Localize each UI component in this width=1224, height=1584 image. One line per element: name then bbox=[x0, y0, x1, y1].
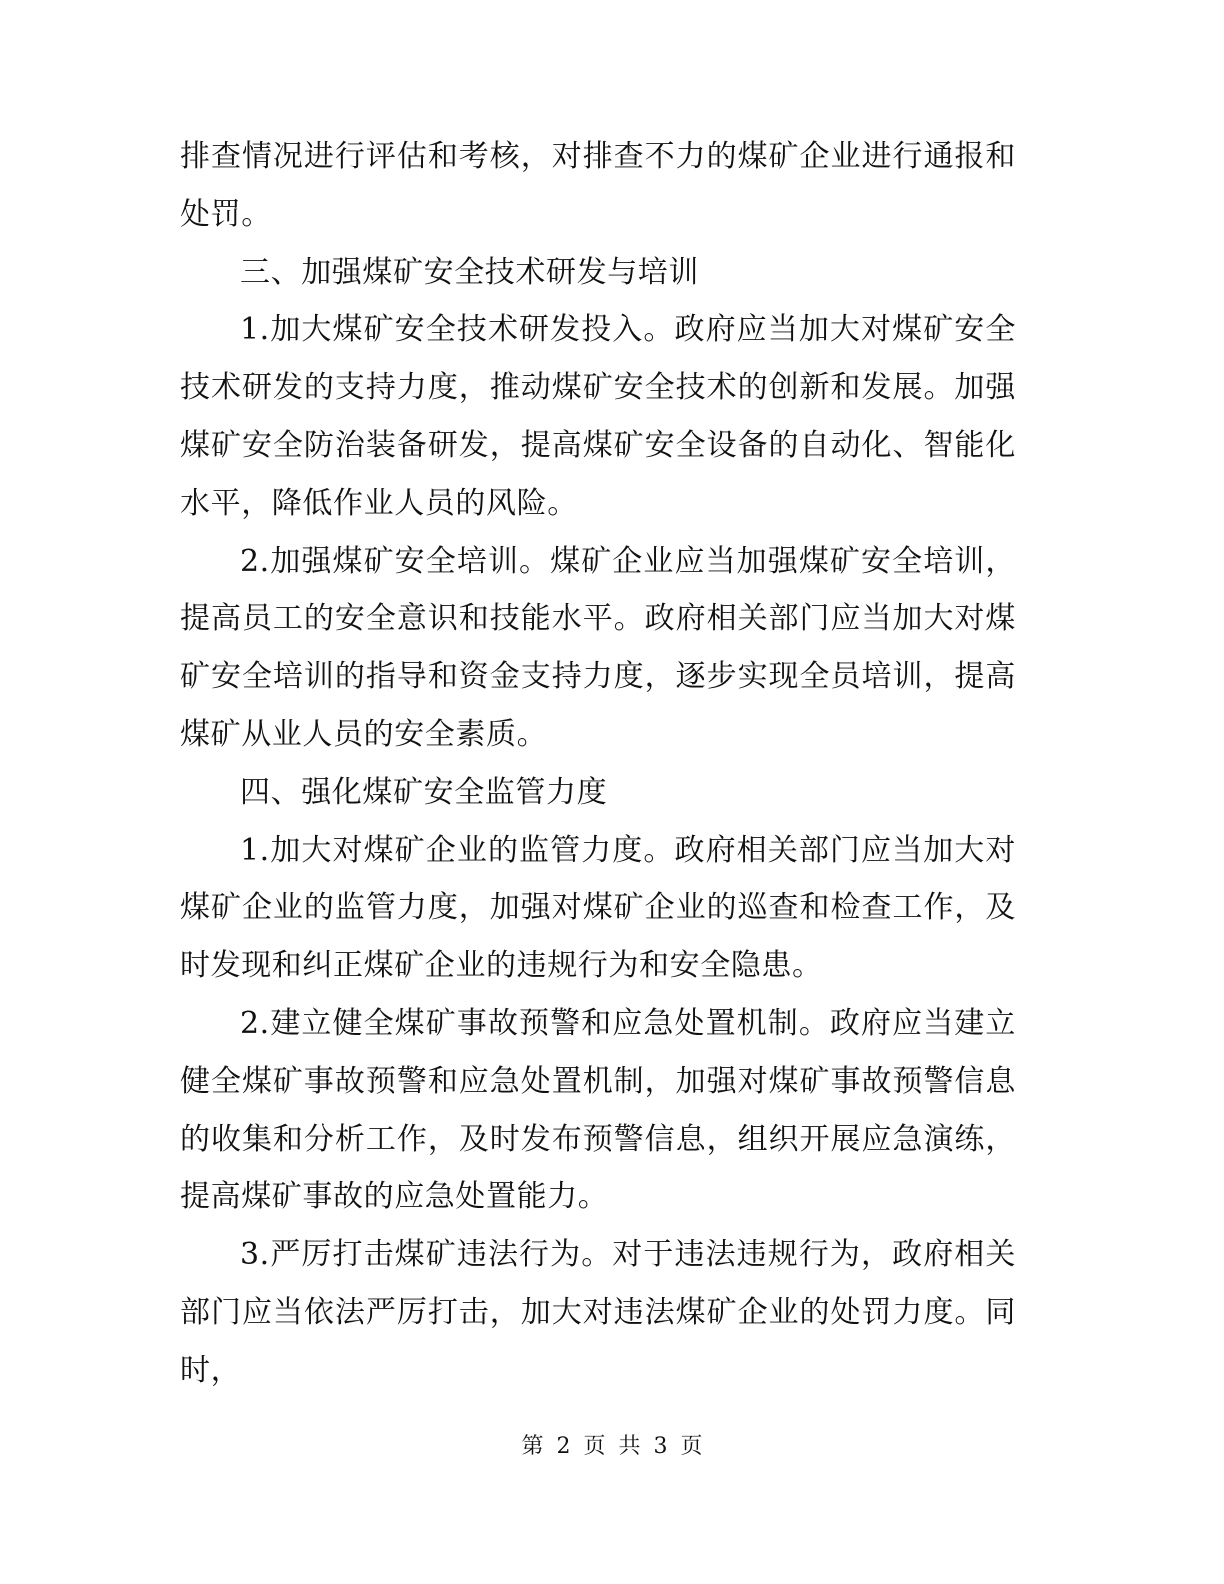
paragraph-early-warning: 2.建立健全煤矿事故预警和应急处置机制。政府应当建立健全煤矿事故预警和应急处置机制，加强对煤矿事故预警信息的收集和分析工作，及时发布预警信息，组织开展应急演练，提高煤矿事故的应急处置能力。 bbox=[180, 1005, 1016, 1215]
paragraph-continuation: 排查情况进行评估和考核，对排查不力的煤矿企业进行通报和处罚。 bbox=[180, 139, 1016, 232]
paragraph-tech-rd: 1.加大煤矿安全技术研发投入。政府应当加大对煤矿安全技术研发的支持力度，推动煤矿安全技术的创新和发展。加强煤矿安全防治装备研发，提高煤矿安全设备的自动化、智能化水平，降低作业人员的风险。 bbox=[180, 312, 1016, 521]
paragraph-crackdown: 3.严厉打击煤矿违法行为。对于违法违规行为，政府相关部门应当依法严厉打击，加大对违法煤矿企业的处罚力度。同时， bbox=[180, 1237, 1016, 1388]
section-heading-three: 三、加强煤矿安全技术研发与培训 bbox=[240, 254, 699, 290]
paragraph-supervision: 1.加大对煤矿企业的监管力度。政府相关部门应当加大对煤矿企业的监管力度，加强对煤矿企业的巡查和检查工作，及时发现和纠正煤矿企业的违规行为和安全隐患。 bbox=[180, 832, 1016, 984]
document-body bbox=[180, 128, 1016, 1400]
paragraph-safety-training: 2.加强煤矿安全培训。煤矿企业应当加强煤矿安全培训，提高员工的安全意识和技能水平。政府相关部门应当加大对煤矿安全培训的指导和资金支持力度，逐步实现全员培训，提高煤矿从业人员的安全素质。 bbox=[180, 543, 1016, 752]
page-number-footer: 第 2 页 共 3 页 bbox=[521, 1434, 703, 1459]
section-heading-four: 四、强化煤矿安全监管力度 bbox=[240, 774, 608, 810]
